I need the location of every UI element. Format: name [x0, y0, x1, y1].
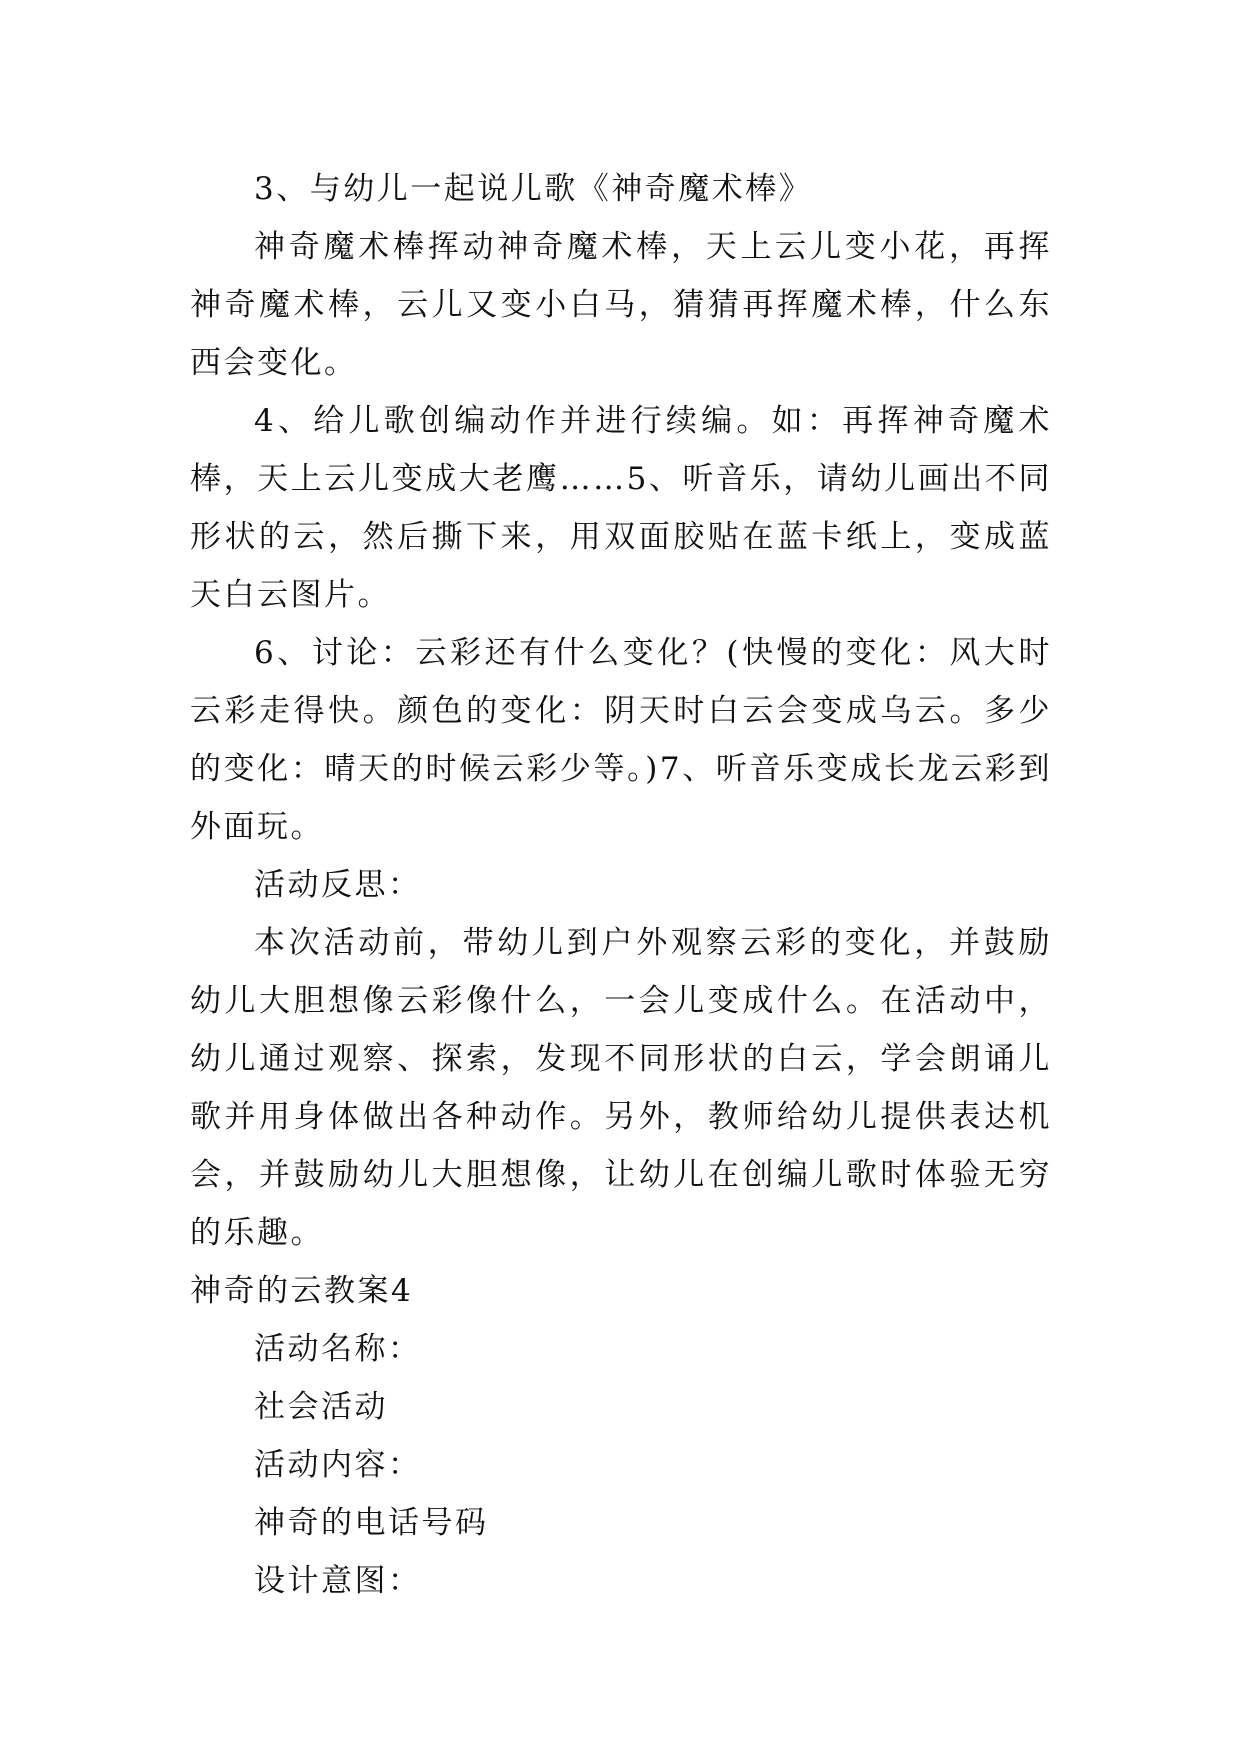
activity-content-value: 神奇的电话号码 — [254, 1505, 489, 1541]
section-title: 神奇的云教案4 — [190, 1273, 414, 1309]
paragraph-step-4-5: 4、给儿歌创编动作并进行续编。如：再挥神奇魔术棒，天上云儿变成大老鹰……5、听音乐，请幼儿画出不同形状的云，然后撕下来，用双面胶贴在蓝卡纸上，变成蓝天白云图片。 — [190, 403, 1052, 613]
paragraph-poem-title: 3、与幼儿一起说儿歌《神奇魔术棒》 — [254, 171, 813, 207]
paragraph-poem-text: 神奇魔术棒挥动神奇魔术棒，天上云儿变小花，再挥神奇魔术棒，云儿又变小白马，猜猜再挥魔术棒，什么东西会变化。 — [190, 229, 1052, 381]
activity-name-value: 社会活动 — [254, 1389, 388, 1425]
heading-design-intent: 设计意图： — [254, 1563, 422, 1599]
heading-activity-name: 活动名称： — [254, 1331, 422, 1367]
paragraph-reflection: 本次活动前，带幼儿到户外观察云彩的变化，并鼓励幼儿大胆想像云彩像什么，一会儿变成什么。在活动中，幼儿通过观察、探索，发现不同形状的白云，学会朗诵儿歌并用身体做出各种动作。另外，教师给幼儿提供表达机会，并鼓励幼儿大胆想像，让幼儿在创编儿歌时体验无穷的乐趣。 — [190, 925, 1052, 1251]
heading-activity-content: 活动内容： — [254, 1447, 422, 1483]
document-body — [190, 160, 1052, 1610]
heading-activity-reflection: 活动反思： — [254, 867, 422, 903]
paragraph-step-6-7: 6、讨论：云彩还有什么变化？(快慢的变化：风大时云彩走得快。颜色的变化：阴天时白云会变成乌云。多少的变化：晴天的时候云彩少等。)7、听音乐变成长龙云彩到外面玩。 — [190, 635, 1052, 845]
